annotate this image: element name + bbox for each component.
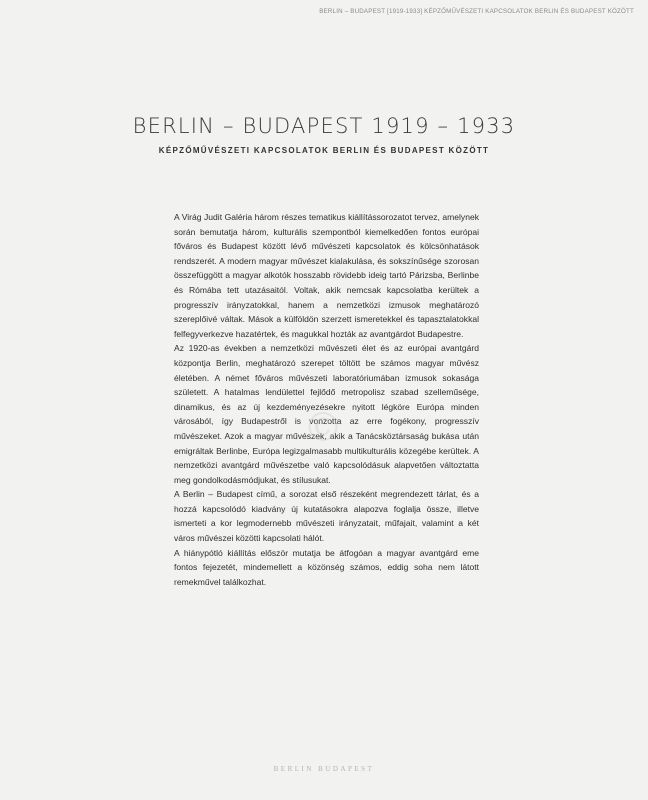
- page-title: BERLIN – BUDAPEST 1919 – 1933: [132, 114, 516, 138]
- paragraph-3: A Berlin – Budapest című, a sorozat első részeként megrendezett tárlat, és a hozzá kapcsolódó kiadvány új kutatásokra alapozva foglalja össze, illetve ismerteti a kor legmodernebb művészeti irányzatait, műfajait, valamint a két város művészei közötti kapcsolati hálót.: [174, 489, 479, 544]
- watermark: ©: [303, 405, 345, 451]
- running-head: BERLIN – BUDAPEST [1919-1933] KÉPZŐMŰVÉSZETI KAPCSOLATOK BERLIN ÉS BUDAPEST KÖZÖTT: [319, 8, 634, 15]
- footer-logo: BERLIN BUDAPEST: [273, 765, 375, 773]
- paragraph-1: A Virág Judit Galéria három részes tematikus kiállítássorozatot tervez, amelynek során bemutatja három, kulturális szempontból kiemelkedően fontos európai főváros és Budapest között lévő művészeti kapcsolatok és kölcsönhatások rendszerét. A modern magyar művészet kialakulása, és sokszínűsége szorosan összefüggött a magyar alkotók hosszabb rövidebb ideig tartó Párizsba, Berlinbe és Rómába tett utazásaitól. Voltak, akik nemcsak kapcsolatba kerültek a progresszív irányzatokkal, hanem a nemzetközi izmusok meghatározó szereplőivé váltak. Mások a külföldön szerzett ismeretekkel és tapasztalatokkal felfegyverkezve hazatértek, és magukkal hozták az avantgárdot Budapestre.: [174, 212, 479, 339]
- body-text: [174, 210, 479, 589]
- page-subtitle: KÉPZŐMŰVÉSZETI KAPCSOLATOK BERLIN ÉS BUDAPEST KÖZÖTT: [158, 146, 490, 155]
- paragraph-4: A hiánypótló kiállítás először mutatja be átfogóan a magyar avantgárd eme fontos fejezetét, mindemellett a közönség számos, eddig soha nem látott remekművel találkozhat.: [174, 547, 479, 587]
- paragraph-2: Az 1920-as években a nemzetközi művészeti élet és az európai avantgárd központja Berlin, meghatározó szerepet töltött be számos magyar művész életében. A német főváros művészeti laboratóriumában izmusok sokasága született. A hatalmas lendülettel fejlődő metropolisz szabad szelleműsége, dinamikus, és az új kezdeményezésekre nyitott légköre Európa minden városából, így Budapestről is vonzotta az erre fogékony, progresszív művészeket. Azok a magyar művészek, akik a Tanácsköztársaság bukása után emigráltak Berlinbe, Európa legizgalmasabb multikulturális közegébe kerültek. A nemzetközi avantgárd művészetbe való kapcsolódásuk alapvetően változtatta meg gondolkodásmódjukat, és stílusukat.: [174, 343, 479, 485]
